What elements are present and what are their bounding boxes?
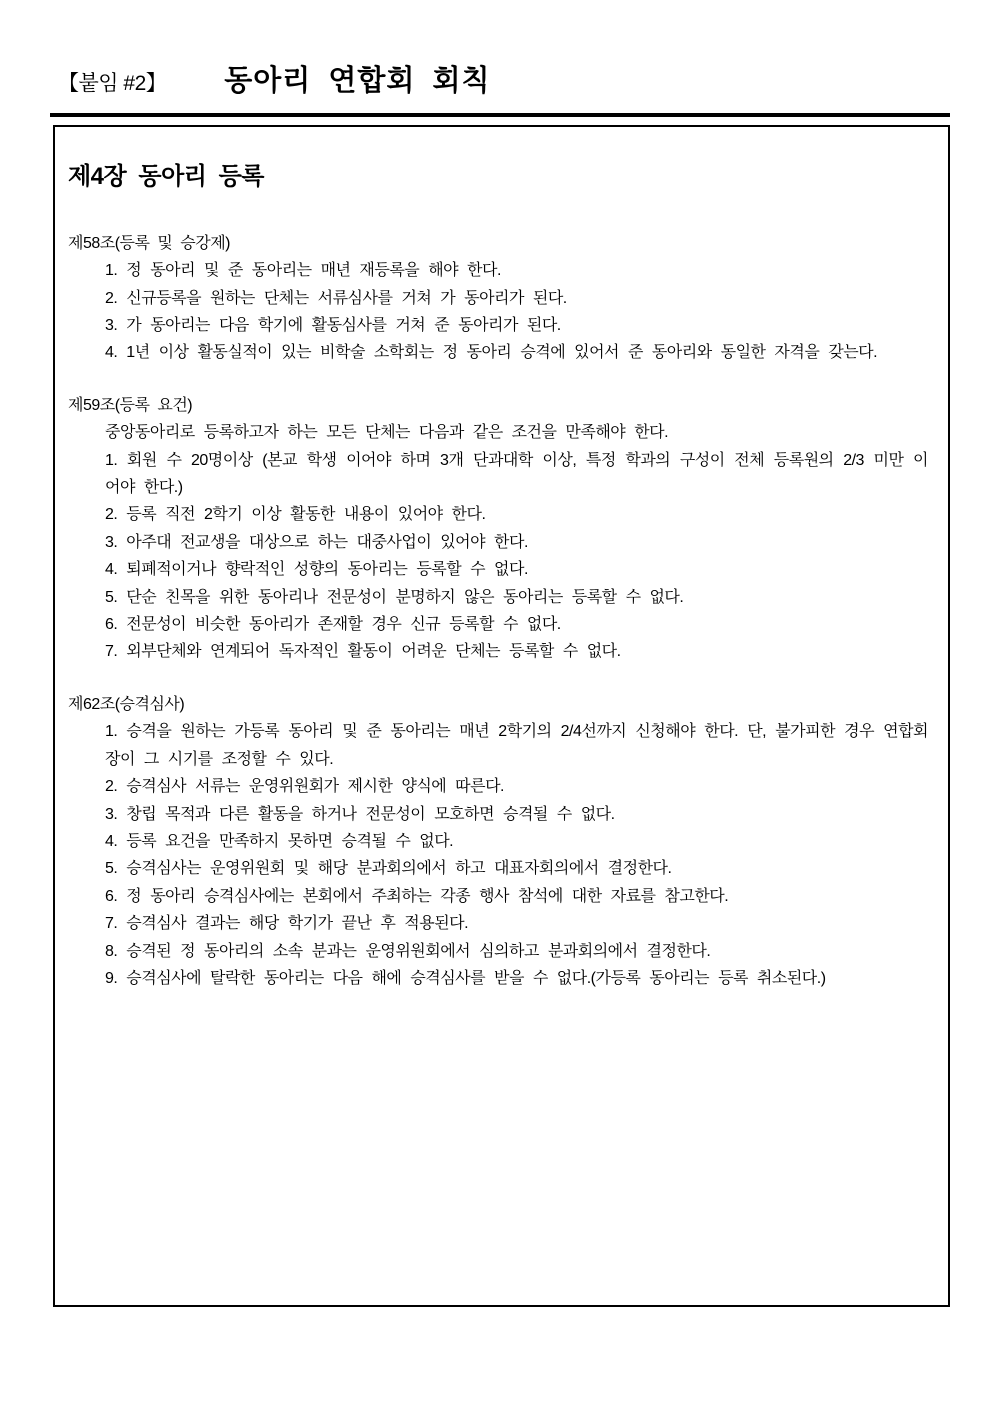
clause-item: 4. 1년 이상 활동실적이 있는 비학술 소학회는 정 동아리 승격에 있어서 준 동아리와 동일한 자격을 갖는다. [105,344,878,362]
clause-item: 5. 단순 친목을 위한 동아리나 전문성이 분명하지 않은 동아리는 등록할 수 없다. [105,588,684,606]
section-heading: 제58조(등록 및 승강제) [68,234,230,252]
clause-item: 1. 회원 수 20명이상 (본교 학생 이어야 하며 3개 단과대학 이상, 특정 학과의 구성이 전체 등록원의 2/3 미만 이어야 한다.) [105,451,928,497]
clause-item: 9. 승격심사에 탈락한 동아리는 다음 해에 승격심사를 받을 수 없다.(가등록 동아리는 등록 취소된다.) [105,969,826,987]
clause-item: 1. 정 동아리 및 준 동아리는 매년 재등록을 해야 한다. [105,262,501,280]
clause-item: 4. 퇴폐적이거나 향락적인 성향의 동아리는 등록할 수 없다. [105,561,528,579]
sections-container [68,230,930,993]
clause-item: 7. 외부단체와 연계되어 독자적인 활동이 어려운 단체는 등록할 수 없다. [105,643,621,661]
clause-item: 4. 등록 요건을 만족하지 못하면 승격될 수 없다. [105,832,454,850]
clause-item: 6. 전문성이 비슷한 동아리가 존재할 경우 신규 등록할 수 없다. [105,616,561,634]
clause-item: 1. 승격을 원하는 가등록 동아리 및 준 동아리는 매년 2학기의 2/4선까지 신청해야 한다. 단, 불가피한 경우 연합회장이 그 시기를 조정할 수 있다. [105,723,928,768]
clause-item: 3. 아주대 전교생을 대상으로 하는 대중사업이 있어야 한다. [105,533,528,551]
document-title: 동아리 연합회 회칙 [224,65,491,97]
clause-item: 2. 신규등록을 원하는 단체는 서류심사를 거쳐 가 동아리가 된다. [105,289,567,307]
content-box [53,125,950,1307]
header-divider [50,113,950,117]
article-section [68,392,930,666]
section-heading: 제62조(승격심사) [68,695,185,713]
chapter-title: 제4장 동아리 등록 [68,163,264,190]
clause-item: 8. 승격된 정 동아리의 소속 분과는 운영위원회에서 심의하고 분과회의에서 결정한다. [105,942,711,960]
clause-item: 2. 등록 직전 2학기 이상 활동한 내용이 있어야 한다. [105,506,486,524]
clause-item: 2. 승격심사 서류는 운영위원회가 제시한 양식에 따른다. [105,778,504,796]
section-intro: 중앙동아리로 등록하고자 하는 모든 단체는 다음과 같은 조건을 만족해야 한다. [105,424,669,442]
section-heading: 제59조(등록 요건) [68,396,193,414]
clause-item: 5. 승격심사는 운영위원회 및 해당 분과회의에서 하고 대표자회의에서 결정한다. [105,860,672,878]
clause-item: 3. 창립 목적과 다른 활동을 하거나 전문성이 모호하면 승격될 수 없다. [105,805,615,823]
article-section [68,691,930,992]
clause-item: 7. 승격심사 결과는 해당 학기가 끝난 후 적용된다. [105,915,469,933]
document-header [58,58,491,99]
clause-item: 6. 정 동아리 승격심사에는 본회에서 주최하는 각종 행사 참석에 대한 자료를 참고한다. [105,887,729,905]
clause-item: 3. 가 동아리는 다음 학기에 활동심사를 거쳐 준 동아리가 된다. [105,317,561,335]
attachment-label: 【붙임 #2】 [58,72,167,95]
article-section [68,230,930,367]
